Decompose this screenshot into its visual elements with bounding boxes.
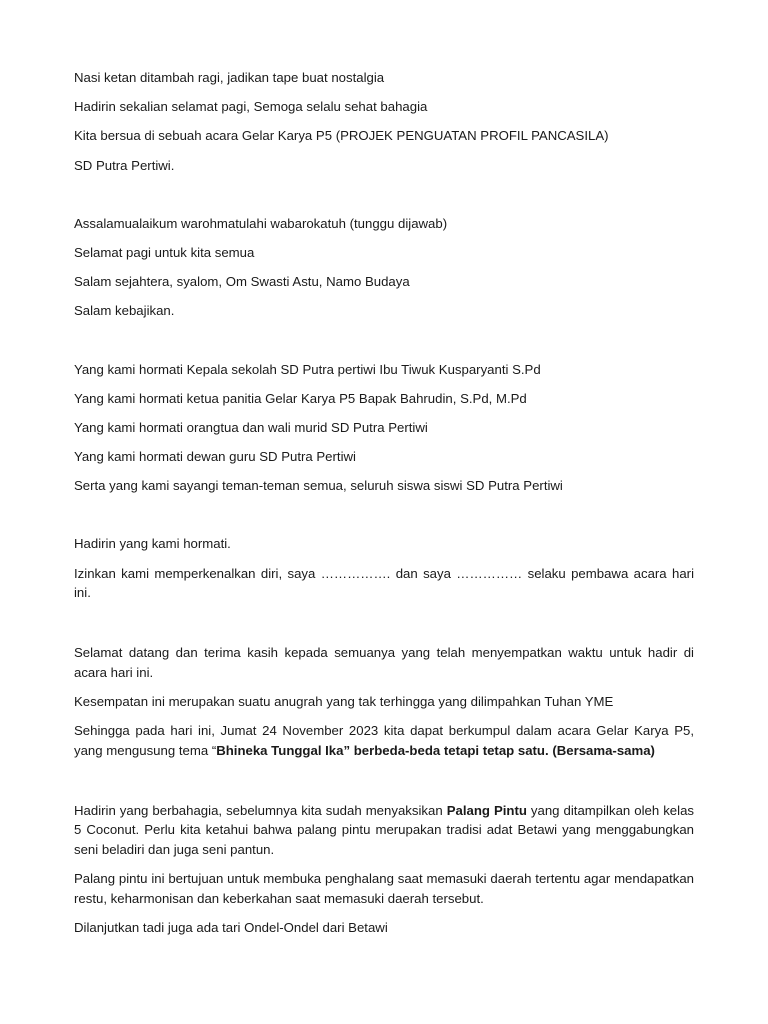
theme-text: Bhineka Tunggal Ika” berbeda-beda tetapi tetap satu. (Bersama-sama) bbox=[216, 742, 655, 758]
performance-para-3: Dilanjutkan tadi juga ada tari Ondel-Ondel dari Betawi bbox=[74, 919, 388, 935]
performance-para-1-post: yang ditampilkan oleh kelas 5 Coconut. Perlu kita ketahui bahwa palang pintu merupakan tradisi adat Betawi yang menggabungkan seni beladiri dan juga seni pantun. bbox=[74, 802, 694, 857]
performance-para-1 bbox=[74, 801, 694, 860]
welcome-line-2: Kesempatan ini merupakan suatu anugrah yang tak terhingga yang dilimpahkan Tuhan YME bbox=[74, 694, 614, 709]
welcome-line-3 bbox=[74, 721, 694, 760]
respect-line-5: Serta yang kami sayangi teman-teman semua, seluruh siswa siswi SD Putra Pertiwi bbox=[74, 478, 563, 494]
greeting-line-3: Salam sejahtera, syalom, Om Swasti Astu, Namo Budaya bbox=[74, 274, 410, 290]
spacer bbox=[74, 770, 694, 801]
pantun-line-1: Nasi ketan ditambah ragi, jadikan tape buat nostalgia bbox=[74, 70, 385, 85]
spacer bbox=[74, 612, 694, 643]
spacer bbox=[74, 331, 694, 360]
document-body bbox=[74, 68, 694, 947]
greeting-line-1: Assalamualaikum warohmatulahi wabarokatuh (tunggu dijawab) bbox=[74, 215, 448, 231]
welcome-line-1: Selamat datang dan terima kasih kepada semuanya yang telah menyempatkan waktu untuk hadir di acara hari ini. bbox=[74, 645, 694, 680]
spacer bbox=[74, 505, 694, 534]
performance-para-2: Palang pintu ini bertujuan untuk membuka penghalang saat memasuki daerah tertentu agar mendapatkan restu, keharmonisan dan keberkahan saat memasuki daerah tersebut. bbox=[74, 871, 694, 906]
respect-line-4: Yang kami hormati dewan guru SD Putra Pertiwi bbox=[74, 449, 356, 465]
greeting-line-4: Salam kebajikan. bbox=[74, 303, 175, 319]
welcome-line-3-text: Sehingga pada hari ini, Jumat 24 November 2023 kita dapat berkumpul dalam acara Gelar Karya P5, yang mengusung tema “ bbox=[74, 723, 694, 758]
spacer bbox=[74, 185, 694, 214]
greeting-line-2: Selamat pagi untuk kita semua bbox=[74, 244, 255, 260]
school-line: SD Putra Pertiwi. bbox=[74, 157, 175, 173]
respect-line-3: Yang kami hormati orangtua dan wali murid SD Putra Pertiwi bbox=[74, 419, 428, 435]
palang-pintu-text: Palang Pintu bbox=[446, 802, 527, 818]
respect-line-2: Yang kami hormati ketua panitia Gelar Karya P5 Bapak Bahrudin, S.Pd, M.Pd bbox=[74, 390, 527, 406]
intro-line-2: Izinkan kami memperkenalkan diri, saya ……………. dan saya …………… selaku pembawa acara hari ini. bbox=[74, 565, 694, 601]
pantun-line-2: Hadirin sekalian selamat pagi, Semoga selalu sehat bahagia bbox=[74, 99, 428, 115]
respect-line-1: Yang kami hormati Kepala sekolah SD Putra pertiwi Ibu Tiwuk Kusparyanti S.Pd bbox=[74, 361, 541, 377]
intro-line-1: Hadirin yang kami hormati. bbox=[74, 536, 231, 552]
event-line: Kita bersua di sebuah acara Gelar Karya P5 (PROJEK PENGUATAN PROFIL PANCASILA) bbox=[74, 128, 609, 144]
performance-para-1-pre: Hadirin yang berbahagia, sebelumnya kita sudah menyaksikan bbox=[74, 802, 447, 818]
